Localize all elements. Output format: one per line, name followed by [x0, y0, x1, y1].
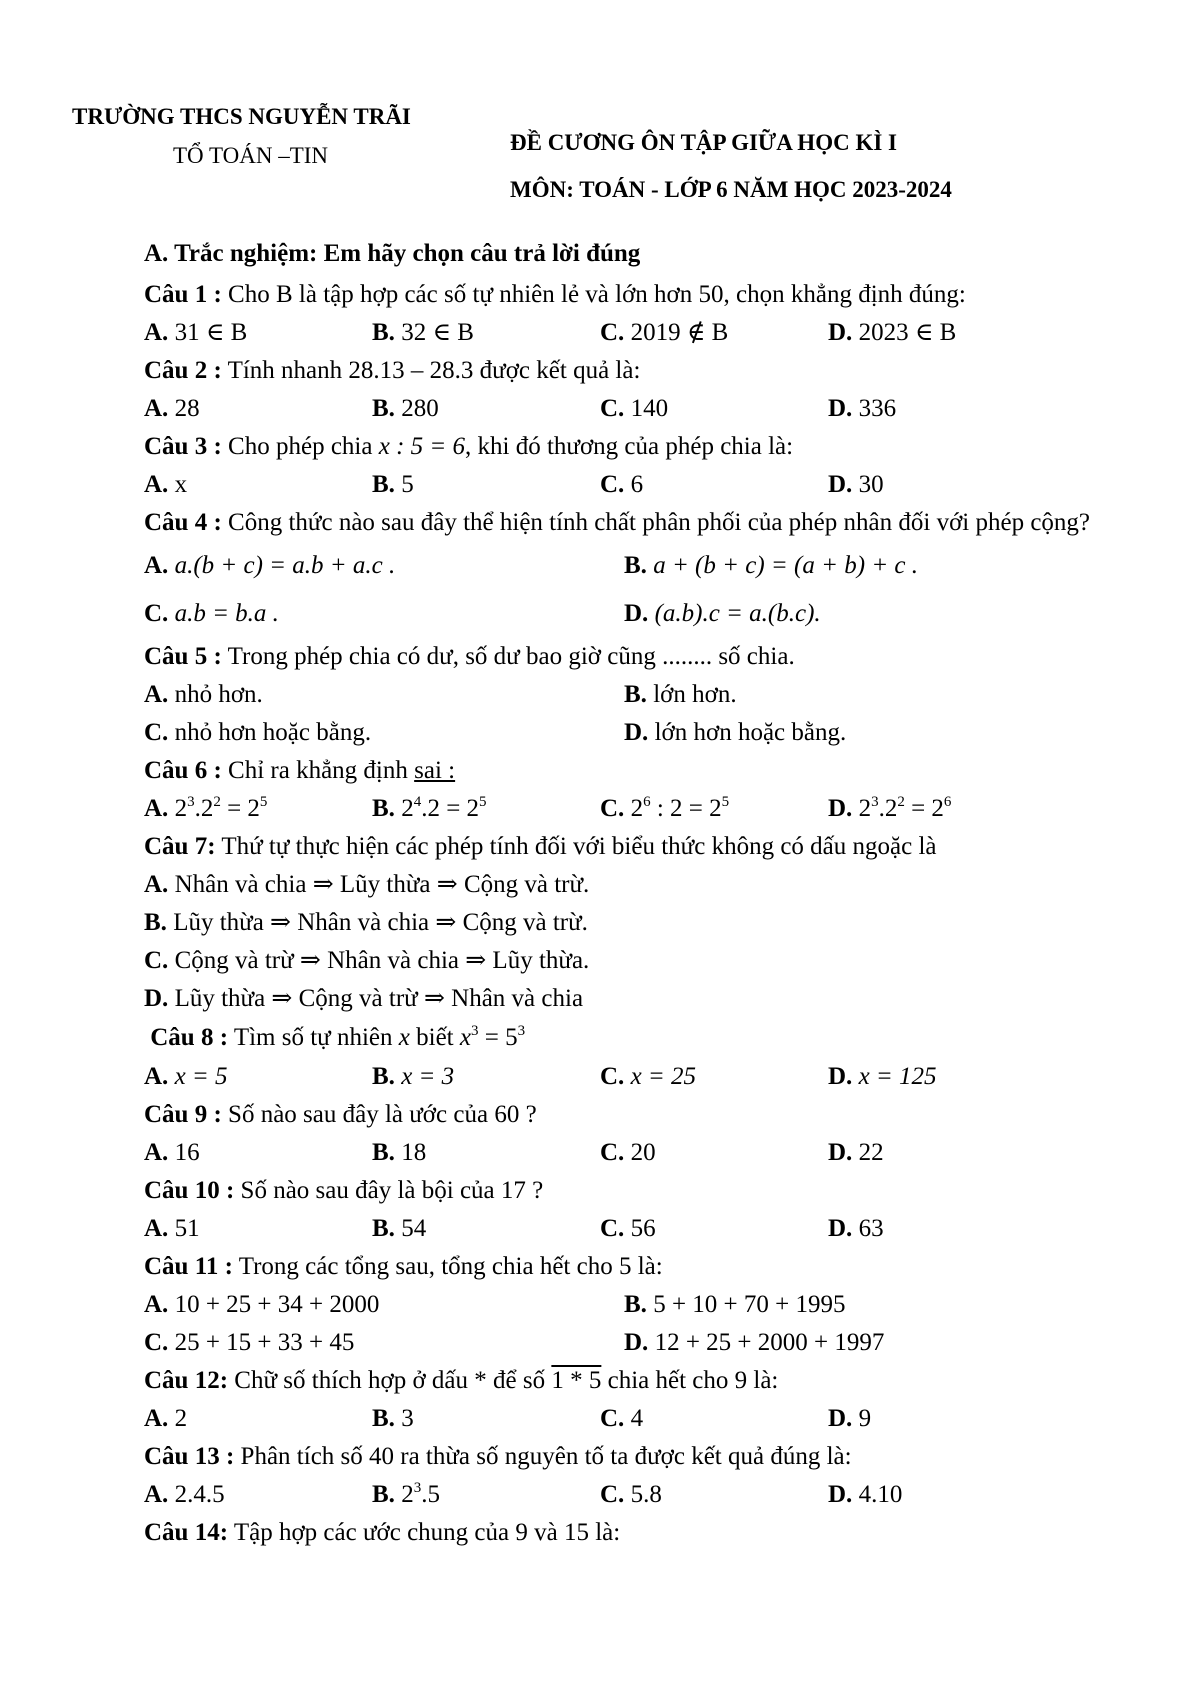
question-text: Tính nhanh 28.13 – 28.3 được kết quả là:	[221, 357, 641, 384]
option-text: 6	[630, 471, 644, 498]
option-text: 9	[858, 1405, 872, 1432]
option-text: 2	[401, 1481, 414, 1508]
exponent: 4	[413, 794, 422, 810]
option-text: 54	[401, 1215, 427, 1242]
question-label: Câu 9 :	[144, 1101, 222, 1128]
option-letter: D.	[828, 1139, 853, 1166]
question-label: Câu 10 :	[144, 1177, 235, 1204]
option-d	[828, 314, 1056, 352]
option-text: Lũy thừa ⇒ Nhân và chia ⇒ Cộng và trừ.	[173, 909, 588, 936]
question-text: Tìm số tự nhiên	[228, 1024, 399, 1051]
option-b	[372, 1476, 600, 1514]
option-c	[600, 790, 828, 828]
option-letter: B.	[144, 909, 167, 936]
option-letter: B.	[372, 795, 395, 822]
option-text: x = 125	[858, 1063, 937, 1090]
answer-options	[144, 466, 1104, 504]
option-letter: A.	[144, 1405, 169, 1432]
exponent: 3	[517, 1023, 526, 1039]
option-letter: B.	[372, 1215, 395, 1242]
option-letter: A.	[144, 552, 169, 579]
option-b	[624, 676, 1104, 714]
question-11	[144, 1248, 1104, 1286]
question-2	[144, 352, 1104, 390]
answer-options	[144, 1400, 1104, 1438]
question-9	[144, 1096, 1104, 1134]
option-a	[144, 676, 624, 714]
option-text: 2	[174, 795, 188, 822]
math-expression: x : 5 = 6	[378, 433, 466, 460]
answer-options	[144, 1476, 1104, 1514]
option-text: 4	[630, 1405, 644, 1432]
option-d	[828, 1400, 1056, 1438]
option-text: x = 5	[174, 1063, 228, 1090]
option-text: 140	[630, 395, 669, 422]
option-text: x = 25	[630, 1063, 697, 1090]
option-text: 25 + 15 + 33 + 45	[174, 1329, 355, 1356]
document-title: ĐỀ CƯƠNG ÔN TẬP GIỮA HỌC KÌ I	[510, 130, 897, 155]
option-text: 2.4.5	[174, 1481, 225, 1508]
option-a	[144, 1058, 372, 1096]
option-letter: C.	[144, 600, 169, 627]
option-letter: B.	[372, 1405, 395, 1432]
option-a	[144, 1210, 372, 1248]
option-text: 10 + 25 + 34 + 2000	[174, 1291, 380, 1318]
option-text: 51	[174, 1215, 200, 1242]
question-text: Tập hợp các ước chung của 9 và 15 là:	[228, 1519, 621, 1546]
option-c	[600, 1134, 828, 1172]
question-10	[144, 1172, 1104, 1210]
answer-options	[144, 1324, 1104, 1362]
question-text: biết	[409, 1024, 460, 1051]
answer-options	[144, 590, 1104, 638]
option-a	[144, 1400, 372, 1438]
question-text: Chỉ ra khẳng định	[221, 757, 415, 784]
option-letter: A.	[144, 1215, 169, 1242]
option-text: 31 ∈ B	[174, 319, 248, 346]
question-text: , khi đó thương của phép chia là:	[465, 433, 794, 460]
question-4	[144, 504, 1104, 542]
option-text: 18	[401, 1139, 427, 1166]
underlined-word: sai :	[414, 757, 456, 784]
option-text: = 2	[220, 795, 260, 822]
option-letter: C.	[600, 1215, 625, 1242]
exponent: 2	[213, 794, 221, 810]
option-text: 5.8	[630, 1481, 662, 1508]
option-letter: B.	[624, 1291, 647, 1318]
option-letter: C.	[144, 719, 169, 746]
option-c	[600, 1210, 828, 1248]
option-c	[600, 1058, 828, 1096]
question-text: Trong các tổng sau, tổng chia hết cho 5 là:	[232, 1253, 663, 1280]
option-letter: C.	[600, 1405, 625, 1432]
option-text: 336	[858, 395, 897, 422]
question-1	[144, 276, 1104, 314]
option-b	[372, 1134, 600, 1172]
option-text: 2	[401, 795, 414, 822]
exponent: 3	[471, 1023, 479, 1039]
question-text: Cho B là tập hợp các số tự nhiên lẻ và lớn hơn 50, chọn khẳng định đúng:	[221, 281, 966, 308]
option-b	[624, 542, 1104, 590]
option-letter: A.	[144, 681, 169, 708]
math-expression: x	[459, 1024, 471, 1051]
option-b	[624, 1286, 1104, 1324]
option-text: = 2	[904, 795, 944, 822]
option-text: a.b = b.a .	[174, 600, 279, 627]
exponent: 3	[187, 794, 195, 810]
option-text: nhỏ hơn hoặc bằng.	[174, 719, 372, 746]
answer-options	[144, 542, 1104, 590]
department-name: TỔ TOÁN –TIN	[173, 143, 329, 168]
question-text: Công thức nào sau đây thể hiện tính chất phân phối của phép nhân đối với phép cộng?	[221, 509, 1091, 536]
option-letter: A.	[144, 795, 169, 822]
answer-options	[144, 314, 1104, 352]
option-letter: D.	[828, 1405, 853, 1432]
option-c	[600, 1476, 828, 1514]
exponent: 2	[897, 794, 905, 810]
option-text: .2	[194, 795, 214, 822]
exponent: 3	[413, 1480, 422, 1496]
option-letter: A.	[144, 319, 169, 346]
option-text: lớn hơn hoặc bằng.	[654, 719, 847, 746]
option-c	[144, 1324, 624, 1362]
option-letter: A.	[144, 471, 169, 498]
option-text: a.(b + c) = a.b + a.c .	[174, 552, 396, 579]
option-text: 28	[174, 395, 200, 422]
option-a	[144, 314, 372, 352]
option-letter: C.	[600, 319, 625, 346]
document-subtitle: MÔN: TOÁN - LỚP 6 NĂM HỌC 2023-2024	[510, 177, 952, 202]
question-text: Trong phép chia có dư, số dư bao giờ cũng ........ số chia.	[221, 643, 795, 670]
option-text: 2023 ∈ B	[858, 319, 957, 346]
option-letter: C.	[600, 1481, 625, 1508]
option-letter: D.	[828, 471, 853, 498]
option-letter: B.	[372, 319, 395, 346]
option-d	[624, 714, 1104, 752]
option-a	[144, 390, 372, 428]
option-text: 5 + 10 + 70 + 1995	[653, 1291, 846, 1318]
question-14	[144, 1514, 1104, 1552]
option-d	[828, 390, 1056, 428]
overlined-number: 1 * 5	[551, 1367, 602, 1394]
option-text: 30	[858, 471, 884, 498]
question-label: Câu 3 :	[144, 433, 222, 460]
question-text: Cho phép chia	[221, 433, 379, 460]
option-d	[828, 790, 1056, 828]
exponent: 3	[871, 794, 879, 810]
answer-options	[144, 676, 1104, 714]
option-text: Nhân và chia ⇒ Lũy thừa ⇒ Cộng và trừ.	[174, 871, 590, 898]
question-label: Câu 4 :	[144, 509, 222, 536]
option-letter: B.	[372, 1139, 395, 1166]
option-d	[828, 1210, 1056, 1248]
option-letter: C.	[600, 795, 625, 822]
option-text: 56	[630, 1215, 656, 1242]
option-letter: D.	[624, 719, 649, 746]
option-d	[144, 980, 1104, 1018]
option-text: 16	[174, 1139, 200, 1166]
school-name: TRƯỜNG THCS NGUYỄN TRÃI	[72, 104, 411, 129]
option-letter: A.	[144, 871, 169, 898]
option-letter: A.	[144, 395, 169, 422]
option-letter: A.	[144, 1291, 169, 1318]
option-a	[144, 790, 372, 828]
option-text: 22	[858, 1139, 884, 1166]
question-label: Câu 14:	[144, 1519, 229, 1546]
question-7	[144, 828, 1104, 866]
option-c	[600, 314, 828, 352]
option-text: a + (b + c) = (a + b) + c .	[653, 552, 919, 579]
exponent: 5	[721, 794, 730, 810]
option-letter: D.	[624, 1329, 649, 1356]
option-text: : 2 = 2	[650, 795, 722, 822]
option-b	[372, 790, 600, 828]
exponent: 5	[479, 794, 487, 810]
option-d	[624, 590, 1104, 638]
option-text: nhỏ hơn.	[174, 681, 263, 708]
option-text: Cộng và trừ ⇒ Nhân và chia ⇒ Lũy thừa.	[174, 947, 590, 974]
option-text: .5	[421, 1481, 440, 1508]
option-letter: D.	[828, 319, 853, 346]
option-text: 20	[630, 1139, 656, 1166]
option-letter: C.	[600, 1063, 625, 1090]
option-c	[600, 466, 828, 504]
question-label: Câu 12:	[144, 1367, 229, 1394]
option-b	[372, 314, 600, 352]
option-letter: B.	[624, 552, 647, 579]
option-text: x = 3	[401, 1063, 455, 1090]
exponent: 6	[643, 794, 651, 810]
option-letter: D.	[828, 795, 853, 822]
option-letter: C.	[600, 471, 625, 498]
question-label: Câu 2 :	[144, 357, 222, 384]
option-b	[372, 1210, 600, 1248]
option-text: 32 ∈ B	[401, 319, 474, 346]
option-b	[372, 1058, 600, 1096]
exponent: 5	[259, 794, 268, 810]
option-text: lớn hơn.	[653, 681, 737, 708]
option-text: 2	[630, 795, 644, 822]
option-a	[144, 542, 624, 590]
option-text: x	[174, 471, 188, 498]
option-letter: B.	[372, 395, 395, 422]
option-d	[828, 1134, 1056, 1172]
option-a	[144, 466, 372, 504]
option-text: 280	[401, 395, 439, 422]
option-text: 12 + 25 + 2000 + 1997	[654, 1329, 885, 1356]
question-label: Câu 8 :	[150, 1024, 229, 1051]
question-text: chia hết cho 9 là:	[601, 1367, 779, 1394]
option-letter: A.	[144, 1139, 169, 1166]
option-c	[600, 1400, 828, 1438]
option-letter: C.	[144, 1329, 169, 1356]
section-title: A. Trắc nghiệm: Em hãy chọn câu trả lời đúng	[144, 240, 641, 267]
question-5	[144, 638, 1104, 676]
option-letter: C.	[600, 1139, 625, 1166]
question-list	[144, 276, 1104, 1552]
option-a	[144, 1134, 372, 1172]
question-label: Câu 13 :	[144, 1443, 235, 1470]
question-label: Câu 6 :	[144, 757, 222, 784]
option-text: .2 = 2	[421, 795, 480, 822]
question-text: Số nào sau đây là bội của 17 ?	[234, 1177, 544, 1204]
answer-options	[144, 714, 1104, 752]
option-text: 2	[174, 1405, 188, 1432]
option-d	[828, 1476, 1056, 1514]
option-b	[372, 466, 600, 504]
option-letter: B.	[372, 1063, 395, 1090]
option-b	[372, 390, 600, 428]
option-d	[828, 1058, 1056, 1096]
option-text: 5	[401, 471, 414, 498]
option-d	[828, 466, 1056, 504]
answer-options	[144, 1134, 1104, 1172]
option-b	[372, 1400, 600, 1438]
question-label: Câu 7:	[144, 833, 216, 860]
question-label: Câu 1 :	[144, 281, 222, 308]
question-label: Câu 5 :	[144, 643, 222, 670]
option-c	[600, 390, 828, 428]
option-a	[144, 866, 1104, 904]
question-8	[144, 1018, 1104, 1058]
option-text: 2	[858, 795, 872, 822]
option-letter: D.	[624, 600, 649, 627]
question-3	[144, 428, 1104, 466]
answer-options	[144, 390, 1104, 428]
exponent: 6	[943, 794, 952, 810]
question-12	[144, 1362, 1104, 1400]
option-letter: D.	[828, 1063, 853, 1090]
math-variable: x	[398, 1024, 410, 1051]
option-letter: B.	[372, 471, 395, 498]
option-text: .2	[878, 795, 898, 822]
question-13	[144, 1438, 1104, 1476]
question-text: Chữ số thích hợp ở dấu * để số	[228, 1367, 552, 1394]
option-letter: D.	[828, 1215, 853, 1242]
option-letter: D.	[828, 1481, 853, 1508]
option-text: Lũy thừa ⇒ Cộng và trừ ⇒ Nhân và chia	[174, 985, 584, 1012]
option-letter: A.	[144, 1063, 169, 1090]
option-a	[144, 1286, 624, 1324]
question-text: Thứ tự thực hiện các phép tính đối với biểu thức không có dấu ngoặc là	[215, 833, 937, 860]
answer-options	[144, 1058, 1104, 1096]
option-d	[624, 1324, 1104, 1362]
option-text: 2019 ∉ B	[630, 319, 729, 346]
option-a	[144, 1476, 372, 1514]
option-letter: C.	[600, 395, 625, 422]
option-text: 4.10	[858, 1481, 903, 1508]
option-c	[144, 942, 1104, 980]
question-6	[144, 752, 1104, 790]
question-label: Câu 11 :	[144, 1253, 233, 1280]
option-text: 3	[401, 1405, 414, 1432]
option-text: (a.b).c = a.(b.c).	[654, 600, 821, 627]
option-letter: C.	[144, 947, 169, 974]
question-text: Số nào sau đây là ước của 60 ?	[221, 1101, 537, 1128]
option-letter: D.	[144, 985, 169, 1012]
answer-options	[144, 790, 1104, 828]
option-c	[144, 590, 624, 638]
option-letter: B.	[624, 681, 647, 708]
math-expression: = 5	[478, 1024, 518, 1051]
option-letter: B.	[372, 1481, 395, 1508]
answer-options	[144, 1286, 1104, 1324]
option-letter: D.	[828, 395, 853, 422]
answer-options	[144, 1210, 1104, 1248]
option-b	[144, 904, 1104, 942]
option-text: 63	[858, 1215, 884, 1242]
option-letter: A.	[144, 1481, 169, 1508]
option-c	[144, 714, 624, 752]
question-text: Phân tích số 40 ra thừa số nguyên tố ta được kết quả đúng là:	[234, 1443, 852, 1470]
